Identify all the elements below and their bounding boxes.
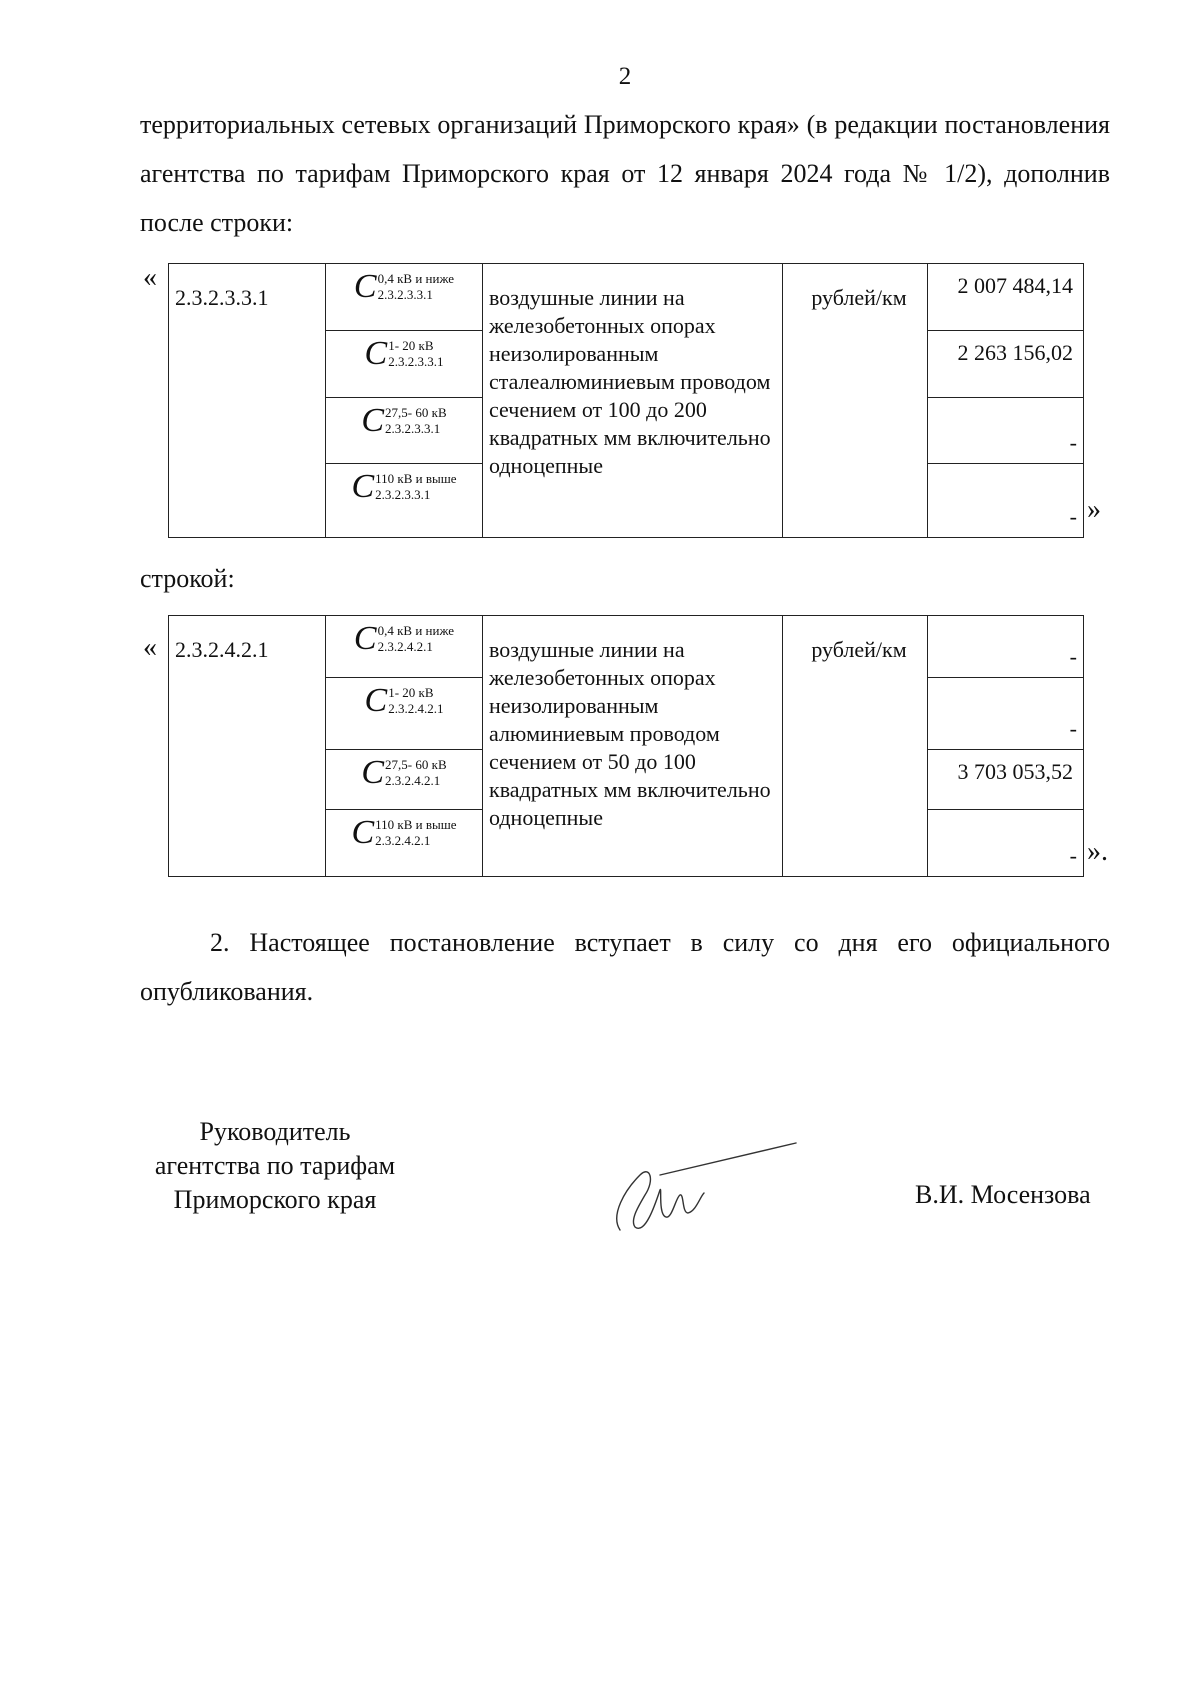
table2-description: воздушные линии на железобетонных опорах неизолированным алюминиевым проводом сечением от 50 до 100 квадратных мм включительно одноцепные bbox=[483, 616, 783, 877]
table1-symbol-cell: C 0,4 кВ и ниже 2.3.2.3.3.1 bbox=[326, 264, 483, 331]
table1-close-quote: » bbox=[1087, 494, 1101, 525]
signatory-position: Руководитель агентства по тарифам Приморского края bbox=[154, 1117, 396, 1214]
table1-code: 2.3.2.3.3.1 bbox=[169, 264, 326, 538]
table2-close-quote: ». bbox=[1087, 836, 1108, 867]
handwritten-signature bbox=[600, 1135, 800, 1245]
table2-symbol-cell: C 0,4 кВ и ниже 2.3.2.4.2.1 bbox=[326, 616, 483, 678]
table1-description: воздушные линии на железобетонных опорах неизолированным сталеалюминиевым проводом сечением от 100 до 200 квадратных мм включительно одноцепные bbox=[483, 264, 783, 538]
table2-code: 2.3.2.4.2.1 bbox=[169, 616, 326, 877]
between-label: строкой: bbox=[140, 564, 235, 593]
table1-symbol-cell: C 1- 20 кВ 2.3.2.3.3.1 bbox=[326, 331, 483, 398]
table2-value: 3 703 053,52 bbox=[928, 750, 1084, 810]
table2-symbol-cell: C 27,5- 60 кВ 2.3.2.4.2.1 bbox=[326, 750, 483, 810]
table2-open-quote: « bbox=[143, 632, 157, 663]
table2-value: - bbox=[928, 810, 1084, 877]
table1-unit: рублей/км bbox=[783, 264, 928, 538]
table2-symbol-cell: C 1- 20 кВ 2.3.2.4.2.1 bbox=[326, 678, 483, 750]
table1-open-quote: « bbox=[143, 262, 157, 293]
tariff-table-original bbox=[168, 263, 1084, 538]
table1-value: 2 007 484,14 bbox=[928, 264, 1084, 331]
table1-symbol-cell: C 27,5- 60 кВ 2.3.2.3.3.1 bbox=[326, 398, 483, 464]
intro-paragraph: территориальных сетевых организаций Приморского края» (в редакции постановления агентства по тарифам Приморского края от 12 января 2024 года № 1/2), дополнив после строки: bbox=[140, 110, 1110, 237]
table2-unit: рублей/км bbox=[783, 616, 928, 877]
tariff-table-replacement bbox=[168, 615, 1084, 877]
clause-2: 2. Настоящее постановление вступает в силу со дня его официального опубликования. bbox=[140, 928, 1110, 1006]
table1-symbol-cell: C 110 кВ и выше 2.3.2.3.3.1 bbox=[326, 464, 483, 538]
page-number: 2 bbox=[618, 63, 632, 90]
table1-value: 2 263 156,02 bbox=[928, 331, 1084, 398]
signatory-name: В.И. Мосензова bbox=[915, 1180, 1091, 1209]
table2-symbol-cell: C 110 кВ и выше 2.3.2.4.2.1 bbox=[326, 810, 483, 877]
table2-value: - bbox=[928, 616, 1084, 678]
table1-value: - bbox=[928, 398, 1084, 464]
table1-value: - bbox=[928, 464, 1084, 538]
table2-value: - bbox=[928, 678, 1084, 750]
